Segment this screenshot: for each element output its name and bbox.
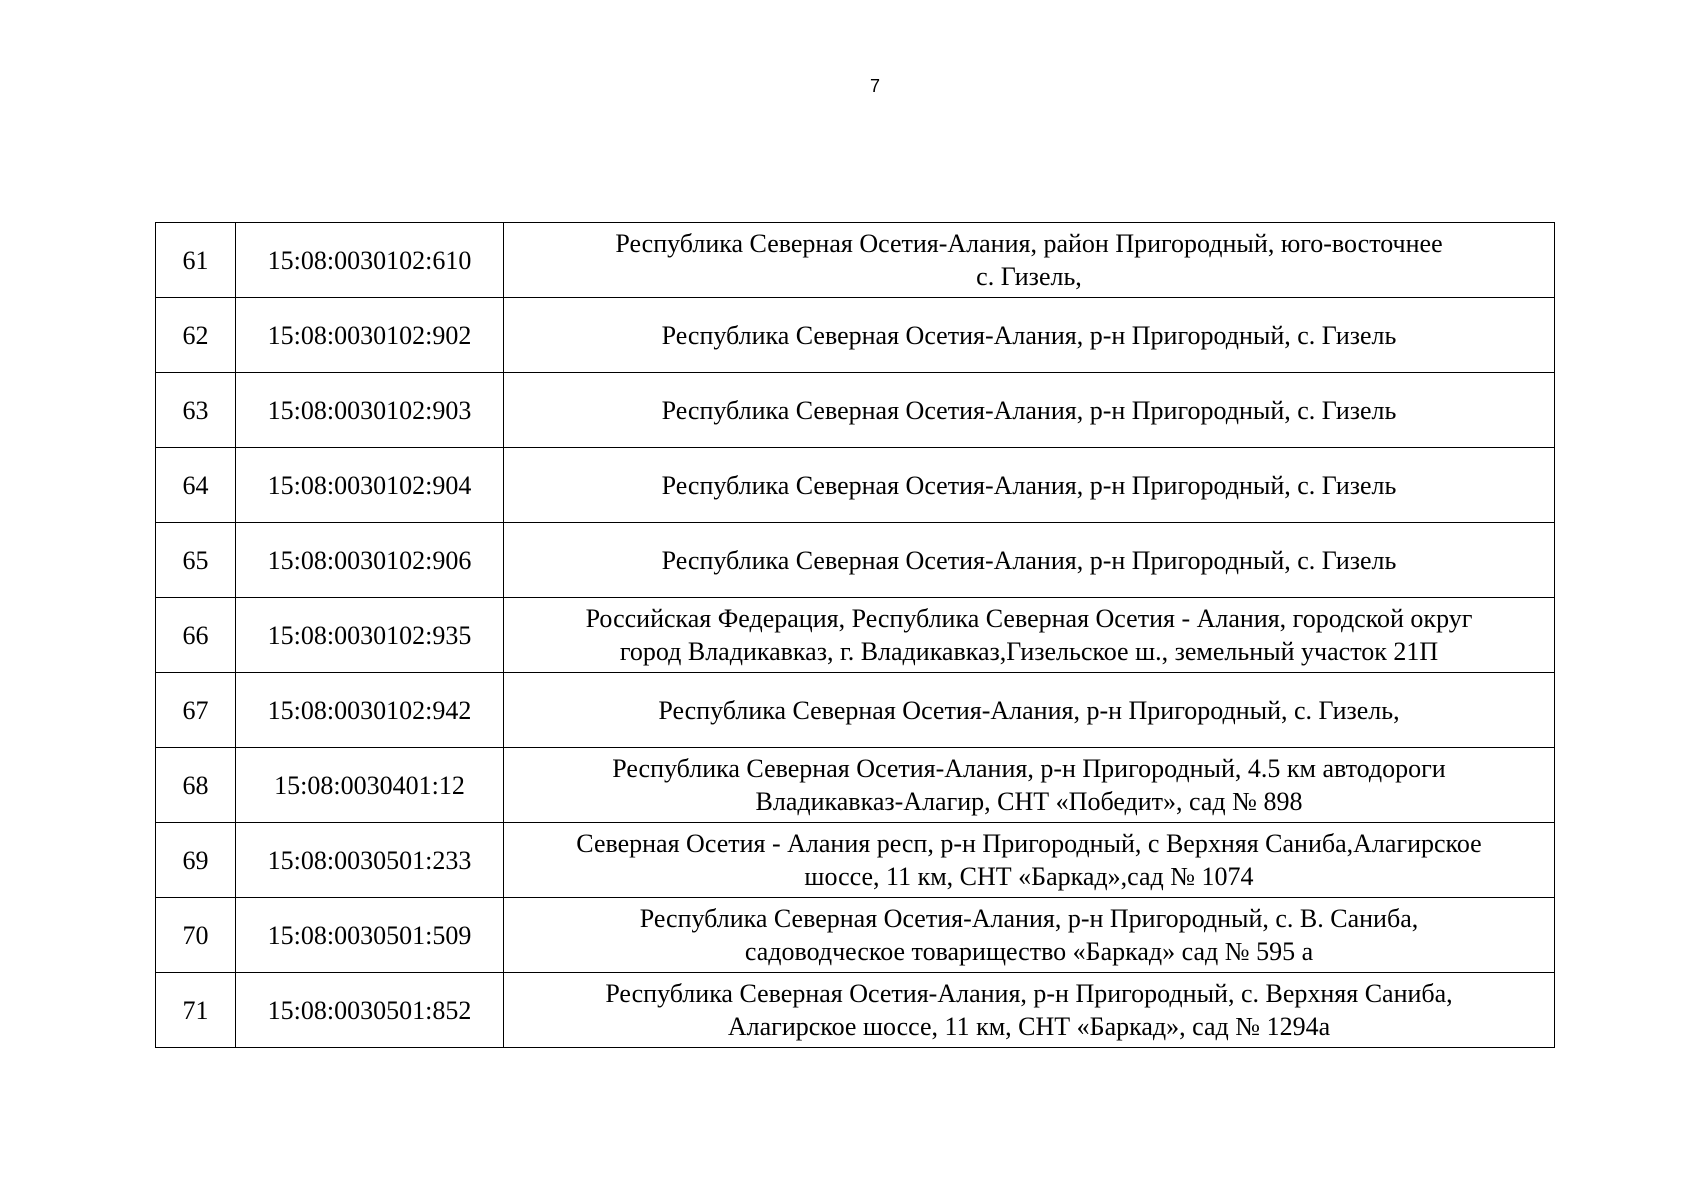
row-number-cell: 71 <box>156 973 236 1048</box>
table-row <box>156 973 1555 1048</box>
cadastral-number-cell: 15:08:0030501:852 <box>236 973 504 1048</box>
cadastral-number-cell: 15:08:0030102:903 <box>236 373 504 448</box>
cadastral-number-cell: 15:08:0030102:906 <box>236 523 504 598</box>
address-line-2: город Владикавказ, г. Владикавказ,Гизельское ш., земельный участок 21П <box>619 637 1439 666</box>
address-line-1: Республика Северная Осетия-Алания, р-н Пригородный, с. Гизель <box>661 320 1397 350</box>
address-cell <box>504 523 1555 598</box>
address-line-1: Республика Северная Осетия-Алания, р-н Пригородный, с. Гизель <box>661 470 1397 500</box>
address-cell <box>504 298 1555 373</box>
address-cell <box>504 223 1555 298</box>
row-number-cell: 66 <box>156 598 236 673</box>
address-line-2: шоссе, 11 км, СНТ «Баркад»,сад № 1074 <box>804 862 1254 891</box>
address-line-2: с. Гизель, <box>976 262 1082 291</box>
row-number-cell: 64 <box>156 448 236 523</box>
cadastral-number-cell: 15:08:0030102:935 <box>236 598 504 673</box>
cadastral-number-cell: 15:08:0030401:12 <box>236 748 504 823</box>
table-row <box>156 898 1555 973</box>
cadastral-number-cell: 15:08:0030102:942 <box>236 673 504 748</box>
address-line-1: Республика Северная Осетия-Алания, р-н Пригородный, 4.5 км автодороги <box>612 754 1446 783</box>
address-line-1: Республика Северная Осетия-Алания, р-н Пригородный, с. Гизель, <box>658 695 1400 725</box>
address-line-1: Республика Северная Осетия-Алания, р-н Пригородный, с. Верхняя Саниба, <box>605 979 1453 1008</box>
address-line-2: садоводческое товарищество «Баркад» сад № 595 а <box>744 937 1314 966</box>
page-number: 7 <box>869 76 880 96</box>
parcel-table <box>155 222 1555 1048</box>
address-line-1: Республика Северная Осетия-Алания, р-н Пригородный, с. В. Саниба, <box>639 904 1419 933</box>
table-row <box>156 823 1555 898</box>
row-number-cell: 70 <box>156 898 236 973</box>
address-line-2: Владикавказ-Алагир, СНТ «Победит», сад № 898 <box>755 787 1303 816</box>
address-cell <box>504 673 1555 748</box>
cadastral-number-cell: 15:08:0030102:902 <box>236 298 504 373</box>
address-line-1: Республика Северная Осетия-Алания, р-н Пригородный, с. Гизель <box>661 395 1397 425</box>
row-number-cell: 69 <box>156 823 236 898</box>
table-row <box>156 298 1555 373</box>
address-line-1: Республика Северная Осетия-Алания, р-н Пригородный, с. Гизель <box>661 545 1397 575</box>
cadastral-number-cell: 15:08:0030102:610 <box>236 223 504 298</box>
table-row <box>156 223 1555 298</box>
address-cell <box>504 748 1555 823</box>
table-row <box>156 448 1555 523</box>
address-line-1: Северная Осетия - Алания респ, р-н Пригородный, с Верхняя Саниба,Алагирское <box>576 829 1482 858</box>
address-line-2: Алагирское шоссе, 11 км, СНТ «Баркад», сад № 1294а <box>727 1012 1331 1041</box>
cadastral-number-cell: 15:08:0030501:233 <box>236 823 504 898</box>
address-cell <box>504 898 1555 973</box>
address-line-1: Российская Федерация, Республика Северная Осетия - Алания, городской округ <box>585 604 1473 633</box>
cadastral-number-cell: 15:08:0030501:509 <box>236 898 504 973</box>
cadastral-number-cell: 15:08:0030102:904 <box>236 448 504 523</box>
address-cell <box>504 448 1555 523</box>
address-cell <box>504 598 1555 673</box>
table-body <box>156 223 1555 1048</box>
address-cell <box>504 373 1555 448</box>
address-cell <box>504 973 1555 1048</box>
table-row <box>156 598 1555 673</box>
table-row <box>156 373 1555 448</box>
address-cell <box>504 823 1555 898</box>
table-row <box>156 523 1555 598</box>
table-row <box>156 673 1555 748</box>
row-number-cell: 62 <box>156 298 236 373</box>
address-line-1: Республика Северная Осетия-Алания, район Пригородный, юго-восточнее <box>615 229 1443 258</box>
row-number-cell: 61 <box>156 223 236 298</box>
row-number-cell: 68 <box>156 748 236 823</box>
row-number-cell: 67 <box>156 673 236 748</box>
row-number-cell: 65 <box>156 523 236 598</box>
table-row <box>156 748 1555 823</box>
row-number-cell: 63 <box>156 373 236 448</box>
